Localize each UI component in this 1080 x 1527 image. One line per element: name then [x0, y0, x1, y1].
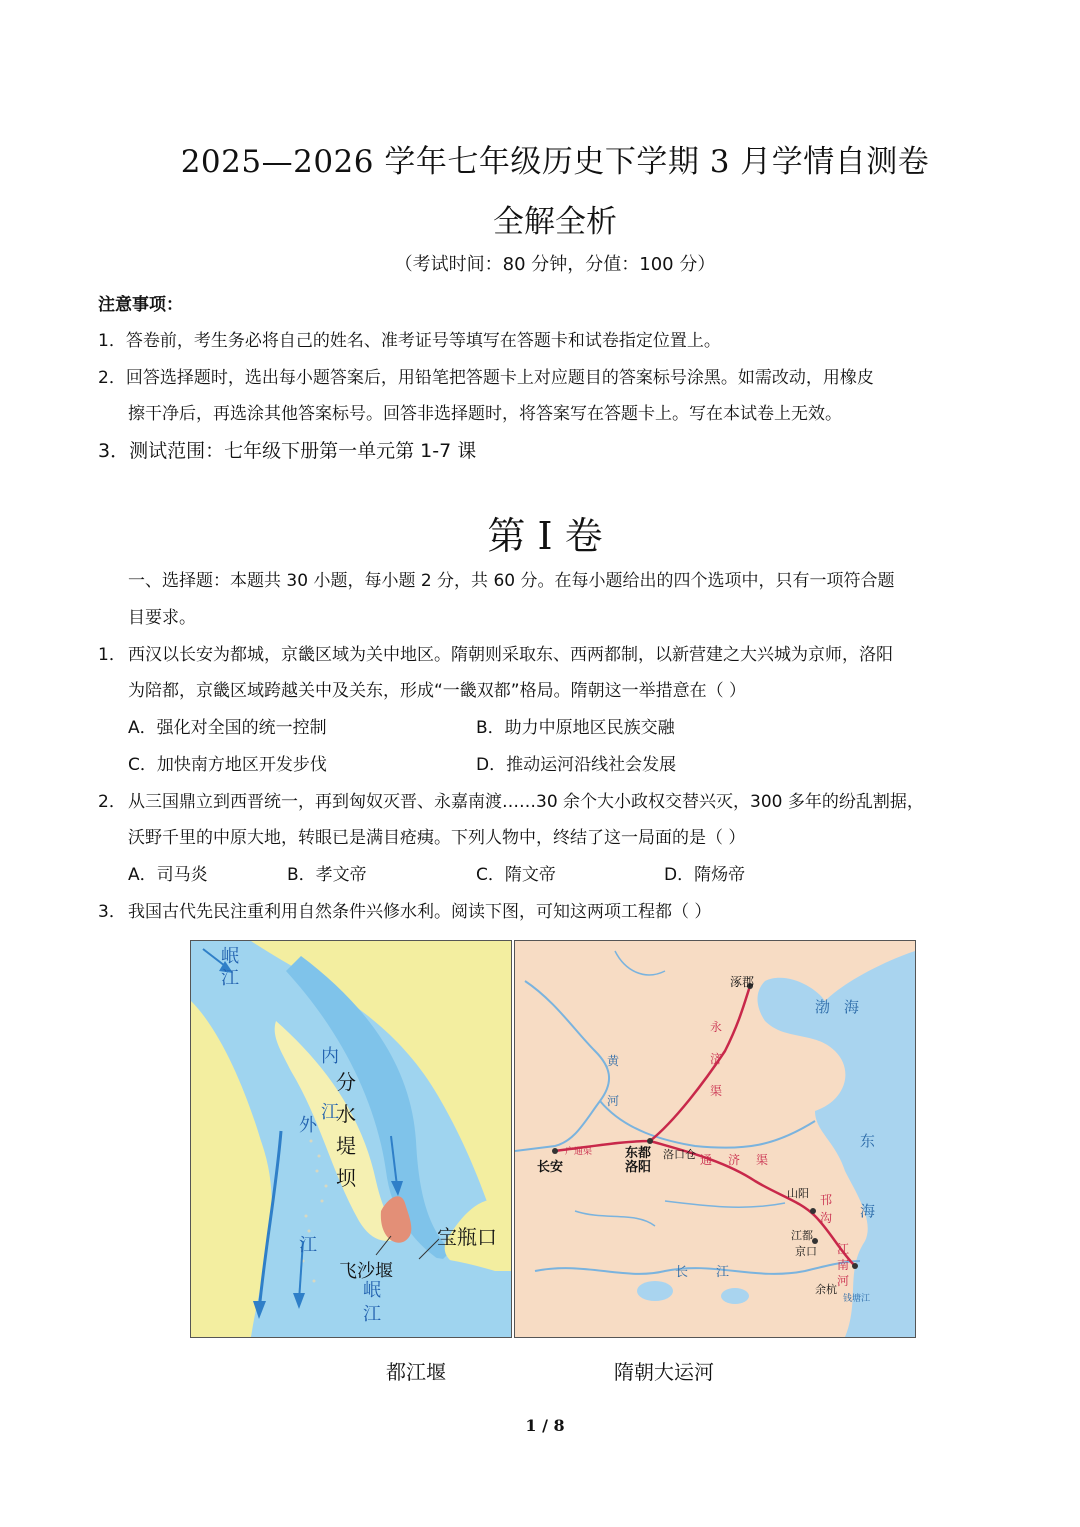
question-1-line1: 西汉以长安为都城，京畿区域为关中地区。隋朝则采取东、西两都制，以新营建之大兴城为京师，洛阳	[128, 645, 893, 665]
label-yongjiqu: 永济渠	[710, 1020, 723, 1098]
question-1-option-a[interactable]: A．强化对全国的统一控制	[128, 718, 327, 738]
label-zhuojun: 涿郡	[730, 975, 755, 989]
label-huanghe: 黄河	[607, 1054, 620, 1108]
section-intro-line1: 一、选择题：本题共 30 小题，每小题 2 分，共 60 分。在每小题给出的四个选项中，只有一项符合题	[128, 571, 895, 591]
label-tongjiqu: 通济渠	[700, 1153, 785, 1167]
dujiangyan-map	[190, 940, 512, 1338]
section-title: 第 I 卷	[487, 514, 603, 558]
question-2-option-d[interactable]: D．隋炀帝	[664, 865, 746, 885]
label-yuhang: 余杭	[815, 1283, 837, 1296]
label-guangtongqu: 广通渠	[565, 1147, 593, 1157]
note-item-3: 3．测试范围：七年级下册第一单元第 1-7 课	[98, 440, 477, 462]
question-number: 3．	[98, 902, 126, 922]
label-bohai: 渤海	[815, 998, 874, 1016]
question-1-option-b[interactable]: B．助力中原地区民族交融	[476, 718, 675, 738]
note-item-2-line1: 2．回答选择题时，选出每小题答案后，用铅笔把答题卡上对应题目的答案标号涂黑。如需改动，用橡皮	[98, 368, 874, 388]
note-item-2-line2: 擦干净后，再选涂其他答案标号。回答非选择题时，将答案写在答题卡上。写在本试卷上无效。	[128, 404, 842, 424]
label-minjiang-bottom: 岷江	[363, 1280, 381, 1325]
label-feishayan: 飞沙堰	[339, 1261, 393, 1282]
label-hangou: 邗沟	[820, 1193, 833, 1225]
label-baopingkou: 宝瓶口	[437, 1225, 497, 1249]
label-jiangdu: 江都	[791, 1229, 813, 1242]
section-intro-line2: 目要求。	[128, 608, 196, 628]
question-1-line2: 为陪都，京畿区域跨越关中及关东，形成“一畿双都”格局。隋朝这一举措意在（ ）	[128, 681, 747, 701]
label-jiangnanhe: 江南河	[837, 1242, 850, 1288]
label-dongdu: 东都洛阳	[625, 1146, 652, 1175]
question-2-line1: 从三国鼎立到西晋统一，再到匈奴灭晋、永嘉南渡……30 余个大小政权交替兴灭，300 多年的纷乱割据，	[128, 792, 924, 812]
grand-canal-map	[514, 940, 916, 1338]
question-2-option-b[interactable]: B．孝文帝	[287, 865, 367, 885]
label-jingkou: 京口	[795, 1245, 817, 1258]
figure-caption-dujiangyan: 都江堰	[386, 1360, 446, 1384]
label-shanyang: 山阳	[787, 1187, 809, 1200]
question-3-line1: 我国古代先民注重利用自然条件兴修水利。阅读下图，可知这两项工程都（ ）	[128, 902, 712, 922]
figure-caption-grand-canal: 隋朝大运河	[614, 1360, 714, 1384]
notes-title: 注意事项：	[98, 295, 183, 315]
question-1-option-d[interactable]: D．推动运河沿线社会发展	[476, 755, 677, 775]
exam-title: 2025—2026 学年七年级历史下学期 3 月学情自测卷	[180, 144, 930, 180]
label-qiantangjiang: 钱塘江	[843, 1294, 871, 1304]
question-number: 1．	[98, 645, 126, 665]
label-neijiang: 内江	[321, 1046, 339, 1123]
label-minjiang-top: 岷江	[221, 946, 239, 989]
label-luokoucang: 洛口仓	[663, 1148, 696, 1161]
label-waijiang: 外江	[299, 1115, 317, 1256]
question-2-option-c[interactable]: C．隋文帝	[476, 865, 556, 885]
question-number: 2．	[98, 792, 126, 812]
question-2-line2: 沃野千里的中原大地，转眼已是满目疮痍。下列人物中，终结了这一局面的是（ ）	[128, 828, 746, 848]
label-fenshui-dam: 分水堤坝	[336, 1070, 356, 1190]
label-changjiang: 长江	[675, 1265, 758, 1280]
label-donghai: 东海	[860, 1132, 876, 1220]
label-changan: 长安	[537, 1160, 564, 1175]
note-item-1: 1．答卷前，考生务必将自己的姓名、准考证号等填写在答题卡和试卷指定位置上。	[98, 331, 721, 351]
exam-subtitle: 全解全析	[493, 204, 617, 240]
question-2-option-a[interactable]: A．司马炎	[128, 865, 208, 885]
exam-info: （考试时间：80 分钟，分值：100 分）	[394, 254, 716, 275]
page-number: 1 / 8	[525, 1416, 565, 1435]
question-1-option-c[interactable]: C．加快南方地区开发步伐	[128, 755, 327, 775]
